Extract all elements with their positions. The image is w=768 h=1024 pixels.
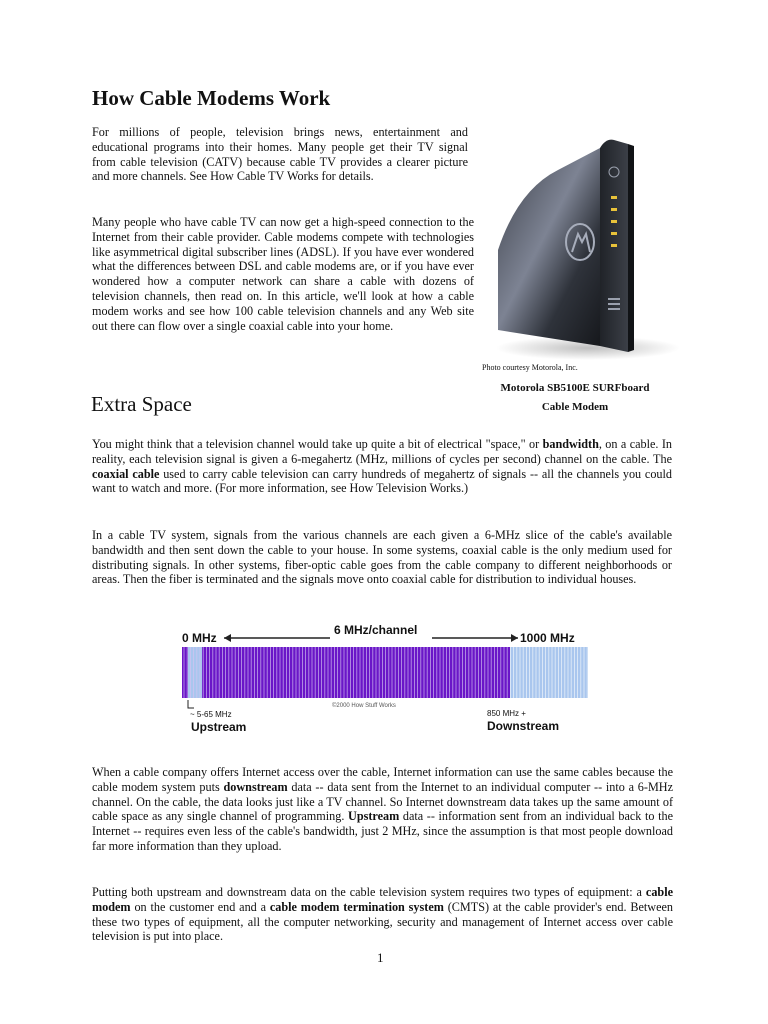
upstream-range-label: ~ 5-65 MHz bbox=[190, 710, 232, 719]
frequency-band bbox=[182, 647, 588, 698]
intro-paragraph-2: Many people who have cable TV can now get a high-speed connection to the Internet from their cable provider. Cable modems compete with technologies like asymmetrical digital subscriber lines (ADSL). If you have ever wondered what the differences between DSL and cable modems are, or if you have ever wondered how a computer network can share a cable with dozens of television channels, then read on. In this article, we'll look at how a cable modem works and see how 100 cable television channels and any Web site out there can flow over a single coaxial cable into your home. bbox=[92, 215, 474, 333]
caption-line-1: Motorola SB5100E SURFboard bbox=[500, 382, 650, 394]
bold-term-cmts: cable modem termination system bbox=[269, 899, 444, 914]
photo-credit: Photo courtesy Motorola, Inc. bbox=[482, 363, 578, 372]
upstream-label: Upstream bbox=[191, 720, 247, 734]
bold-term-downstream: downstream bbox=[223, 779, 288, 794]
channel-width-label: 6 MHz/channel bbox=[334, 623, 418, 637]
downstream-range-label: 850 MHz + bbox=[487, 709, 526, 718]
cable-spectrum-diagram bbox=[180, 616, 595, 741]
downstream-label: Downstream bbox=[487, 719, 560, 733]
extra-space-paragraph-3: When a cable company offers Internet access over the cable, Internet information can use the same cables because the cable modem system puts downstream data -- data sent from the Internet to an individual computer -- into a 6-MHz channel. On the cable, the data looks just like a TV channel. So Internet downstream data takes up the same amount of cable space as any single channel of programming. Upstream data -- information sent from an individual back to the Internet -- requires even less of the cable's bandwidth, just 2 MHz, since the assumption is that most people download far more information than they upload. bbox=[92, 765, 673, 853]
bold-term-upstream: Upstream bbox=[348, 809, 400, 824]
intro-paragraph-1: For millions of people, television brings news, entertainment and educational programs into their homes. Many people get their TV signal from cable television (CATV) because cable TV provides a clearer picture and more channels. See How Cable TV Works for details. bbox=[92, 125, 468, 184]
section-heading: Extra Space bbox=[91, 392, 192, 416]
caption-line-2: Cable Modem bbox=[541, 401, 609, 413]
cable-modem-photo bbox=[488, 130, 680, 362]
bold-term-bandwidth: bandwidth bbox=[542, 437, 599, 451]
bold-term-cable-modem: cable modem bbox=[92, 885, 673, 914]
spectrum-end-label: 1000 MHz bbox=[520, 631, 575, 645]
page-number: 1 bbox=[377, 950, 384, 965]
bold-term-coaxial-cable: coaxial cable bbox=[92, 466, 160, 481]
extra-space-paragraph-2: In a cable TV system, signals from the various channels are each given a 6-MHz slice of the cable's available bandwidth and then sent down the cable to your house. In some systems, coaxial cable is the only medium used for distributing signals. In other systems, fiber-optic cable goes from the cable company to different neighborhoods or areas. Then the fiber is terminated and the signals move onto coaxial cable for distribution to individual houses. bbox=[92, 528, 672, 587]
spectrum-start-label: 0 MHz bbox=[182, 631, 217, 645]
copyright-label: ©2000 How Stuff Works bbox=[332, 703, 396, 709]
figure-caption bbox=[478, 379, 672, 417]
page-title: How Cable Modems Work bbox=[92, 86, 331, 110]
extra-space-paragraph-4: Putting both upstream and downstream data on the cable television system requires two types of equipment: a cable modem on the customer end and a cable modem termination system (CMTS) at the cable provider's end. Between these two types of equipment, all the computer networking, security and management of Internet access over cable television is put into place. bbox=[92, 885, 674, 944]
extra-space-paragraph-1: You might think that a television channel would take up quite a bit of electrical "space," or bandwidth, on a cable. In reality, each television signal is given a 6-megahertz (MHz, millions of cycles per second) channel on the cable. The coaxial cable used to carry cable television can carry hundreds of megahertz of signals -- all the channels you could want to watch and more. (For more information, see How Television Works.) bbox=[92, 437, 673, 496]
